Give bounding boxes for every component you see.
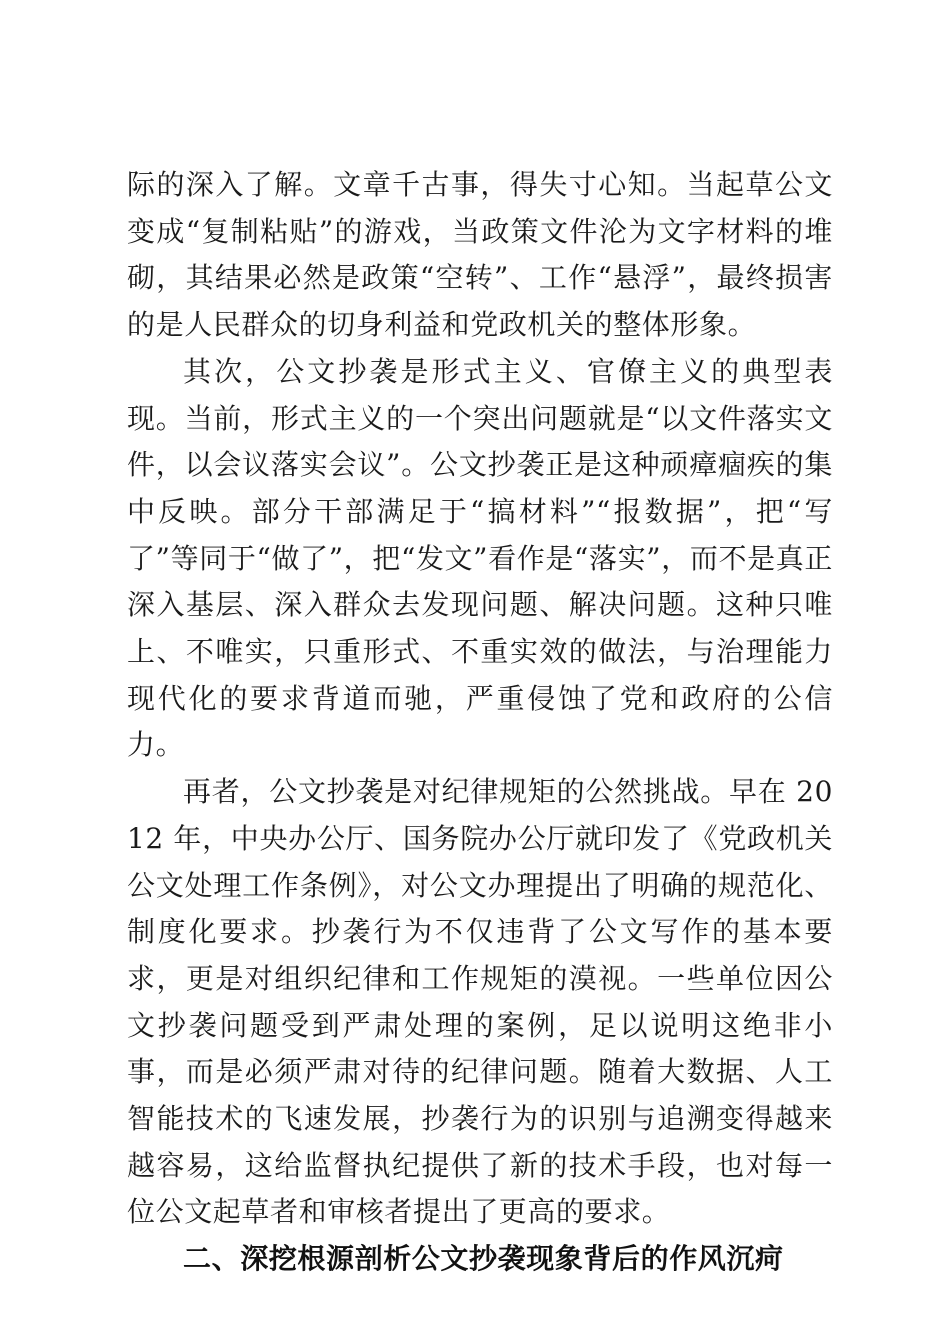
paragraph-second-point: 其次，公文抄袭是形式主义、官僚主义的典型表现。当前，形式主义的一个突出问题就是“以文件落实文件，以会议落实会议”。公文抄袭正是这种顽瘴痼疾的集中反映。部分干部满足于“搞材料”“报数据”，把“写了”等同于“做了”，把“发文”看作是“落实”，而不是真正深入基层、深入群众去发现问题、解决问题。这种只唯上、不唯实，只重形式、不重实效的做法，与治理能力现代化的要求背道而驰，严重侵蚀了党和政府的公信力。 — [127, 354, 833, 762]
paragraph-third-point: 再者，公文抄袭是对纪律规矩的公然挑战。早在 2012 年，中央办公厅、国务院办公厅就印发了《党政机关公文处理工作条例》，对公文办理提出了明确的规范化、制度化要求。抄袭行为不仅违背了公文写作的基本要求，更是对组织纪律和工作规矩的漠视。一些单位因公文抄袭问题受到严肃处理的案例，足以说明这绝非小事，而是必须严肃对待的纪律问题。随着大数据、人工智能技术的飞速发展，抄袭行为的识别与追溯变得越来越容易，这给监督执纪提供了新的技术手段，也对每一位公文起草者和审核者提出了更高的要求。 — [127, 775, 833, 1229]
paragraph-continuation: 际的深入了解。文章千古事，得失寸心知。当起草公文变成“复制粘贴”的游戏，当政策文件沦为文字材料的堆砌，其结果必然是政策“空转”、工作“悬浮”，最终损害的是人民群众的切身利益和党政机关的整体形象。 — [127, 168, 833, 342]
section-heading: 二、深挖根源剖析公文抄袭现象背后的作风沉疴 — [183, 1242, 784, 1276]
document-body — [127, 162, 833, 1283]
